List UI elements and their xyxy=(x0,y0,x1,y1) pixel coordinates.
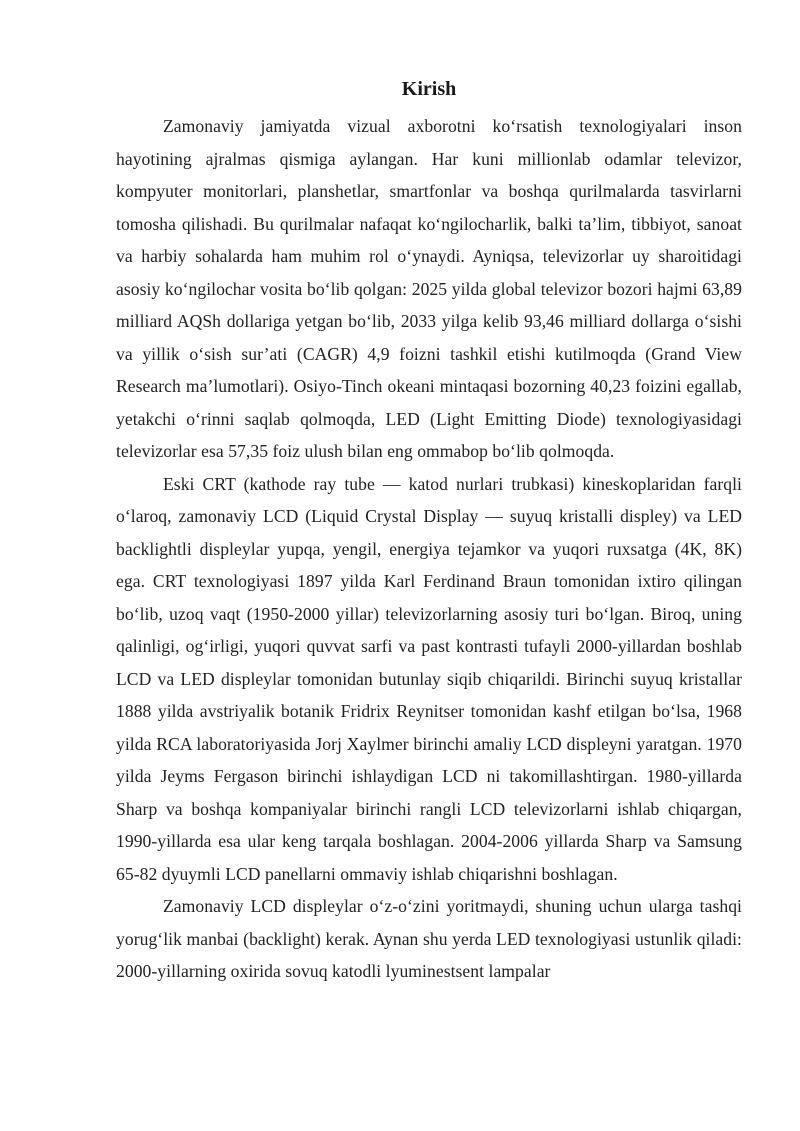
paragraph-history: Eski CRT (kathode ray tube — katod nurlari trubkasi) kineskoplaridan farqli o‘laroq, zamonaviy LCD (Liquid Crystal Display — suyuq kristalli displey) va LED backlightli displeylar yupqa, yengil, energiya tejamkor va yuqori ruxsatga (4K, 8K) ega. CRT texnologiyasi 1897 yilda Karl Ferdinand Braun tomonidan ixtiro qilingan bo‘lib, uzoq vaqt (1950-2000 yillar) televizorlarning asosiy turi bo‘lgan. Biroq, uning qalinligi, og‘irligi, yuqori quvvat sarfi va past kontrasti tufayli 2000-yillardan boshlab LCD va LED displeylar tomonidan butunlay siqib chiqarildi. Birinchi suyuq kristallar 1888 yilda avstriyalik botanik Fridrix Reynitser tomonidan kashf etilgan bo‘lsa, 1968 yilda RCA laboratoriyasida Jorj Xaylmer birinchi amaliy LCD displeyni yaratgan. 1970 yilda Jeyms Fergason birinchi ishlaydigan LCD ni takomillashtirgan. 1980-yillarda Sharp va boshqa kompaniyalar birinchi rangli LCD televizorlarni ishlab chiqargan, 1990-yillarda esa ular keng tarqala boshlagan. 2004-2006 yillarda Sharp va Samsung 65-82 dyuymli LCD panellarni ommaviy ishlab chiqarishni boshlagan. xyxy=(116,473,742,884)
paragraph-backlight: Zamonaviy LCD displeylar o‘z-o‘zini yoritmaydi, shuning uchun ularga tashqi yorug‘lik manbai (backlight) kerak. Aynan shu yerda LED texnologiyasi ustunlik qiladi: 2000-yillarning oxirida sovuq katodli lyuminestsent lampalar xyxy=(116,896,742,981)
section-title: Kirish xyxy=(401,78,457,100)
paragraph-intro: Zamonaviy jamiyatda vizual axborotni ko‘rsatish texnologiyalari inson hayotining ajralmas qismiga aylangan. Har kuni millionlab odamlar televizor, kompyuter monitorlari, planshetlar, smartfonlar va boshqa qurilmalarda tasvirlarni tomosha qilishadi. Bu qurilmalar nafaqat ko‘ngilocharlik, balki ta’lim, tibbiyot, sanoat va harbiy sohalarda ham muhim rol o‘ynaydi. Ayniqsa, televizorlar uy sharoitidagi asosiy ko‘ngilochar vosita bo‘lib qolgan: 2025 yilda global televizor bozori hajmi 63,89 milliard AQSh dollariga yetgan bo‘lib, 2033 yilga kelib 93,46 milliard dollarga o‘sishi va yillik o‘sish sur’ati (CAGR) 4,9 foizni tashkil etishi kutilmoqda (Grand View Research ma’lumotlari). Osiyo-Tinch okeani mintaqasi bozorning 40,23 foizini egallab, yetakchi o‘rinni saqlab qolmoqda, LED (Light Emitting Diode) texnologiyasidagi televizorlar esa 57,35 foiz ulush bilan eng ommabop bo‘lib qolmoqda. xyxy=(116,116,742,461)
document-page xyxy=(116,74,742,988)
